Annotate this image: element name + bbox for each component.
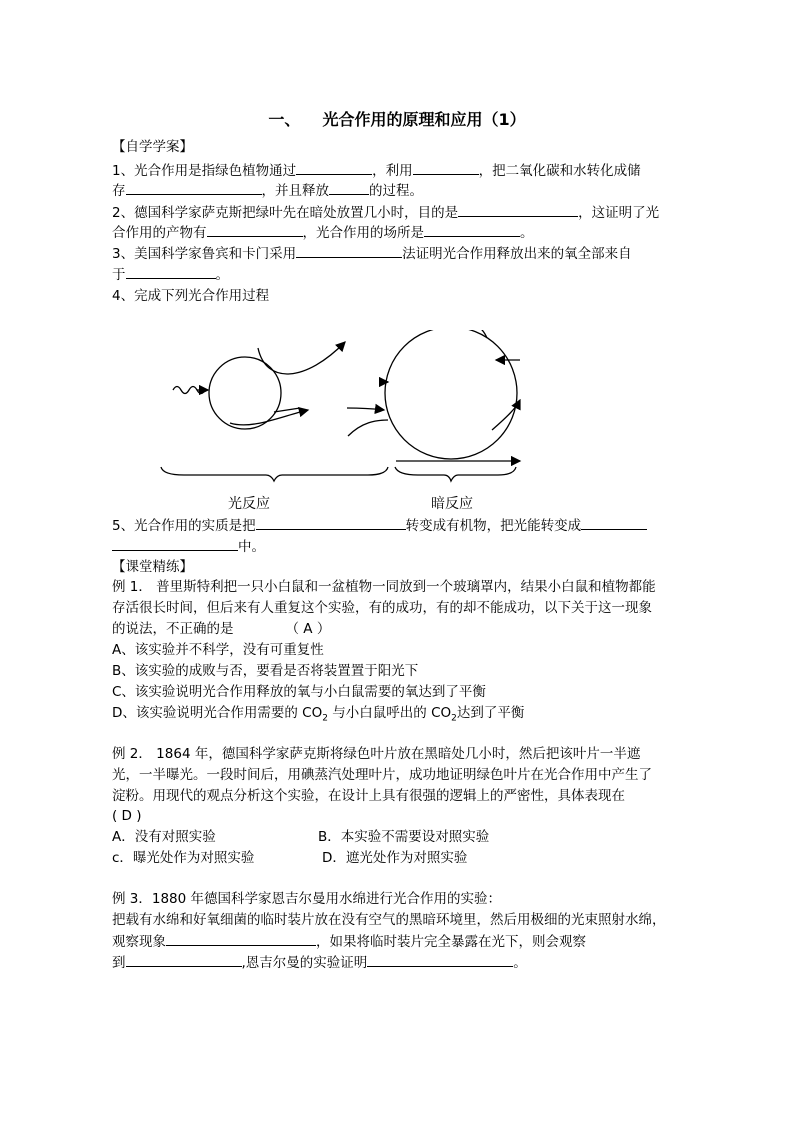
dark-reaction-brace	[395, 467, 516, 481]
photosynthesis-diagram	[140, 330, 560, 490]
blank[interactable]	[581, 515, 647, 530]
blank[interactable]	[126, 180, 262, 195]
example-2-option-d: D．遮光处作为对照实验	[322, 850, 468, 866]
light-reaction-brace	[161, 467, 388, 481]
example-1-line-2: 存活很长时间，但后来有人重复这个实验，有的成功，有的却不能成功，以下关于这一现象	[112, 600, 652, 616]
blank[interactable]	[126, 264, 216, 279]
dark-reaction-label: 暗反应	[431, 496, 473, 512]
question-1-line-1: 1、光合作用是指绿色植物通过 ，利用 ，把二氧化碳和水转化成储	[112, 160, 641, 181]
output-arrow	[230, 410, 308, 425]
blank[interactable]	[329, 180, 369, 195]
example-1-answer: （ A ）	[285, 621, 331, 637]
light-reaction-circle	[209, 357, 281, 429]
title-text: 光合作用的原理和应用（1）	[322, 110, 526, 129]
example-2-answer: ( D )	[112, 808, 142, 824]
question-1-line-2: 存 ，并且释放 的过程。	[112, 180, 423, 201]
example-2-line-1: 例 2． 1864 年，德国科学家萨克斯将绿色叶片放在黑暗处几小时，然后把该叶片一半遮	[112, 746, 641, 762]
section-heading-self-study: 【自学学案】	[112, 139, 193, 155]
blank[interactable]	[424, 222, 520, 237]
example-1-option-d: D、该实验说明光合作用需要的 $CO_2$ 与小白鼠呼出的 $CO_2$达到了平衡	[112, 705, 525, 724]
blank[interactable]	[256, 515, 406, 530]
example-3-line-2: 把载有水绵和好氧细菌的临时装片放在没有空气的黑暗环境里，然后用极细的光束照射水绵，	[112, 912, 666, 928]
blank[interactable]	[166, 931, 316, 946]
example-3-line-3: 观察现象 ，如果将临时装片完全暴露在光下，则会观察	[112, 931, 586, 952]
section-heading-practice: 【课堂精练】	[112, 559, 193, 575]
example-2-line-3: 淀粉。用现代的观点分析这个实验，在设计上具有很强的逻辑上的严密性，具体表现在	[112, 788, 625, 804]
question-3-line-2: 于 。	[112, 264, 229, 285]
example-3-line-4: 到 ,恩吉尔曼的实验证明 。	[112, 952, 527, 973]
blank[interactable]	[112, 536, 238, 551]
example-2-line-2: 光，一半曝光。一段时间后，用碘蒸汽处理叶片，成功地证明绿色叶片在光合作用中产生了	[112, 767, 652, 783]
question-2-line-1: 2、德国科学家萨克斯把绿叶先在暗处放置几小时，目的是 ，这证明了光	[112, 202, 659, 223]
example-2-option-b: B．本实验不需要设对照实验	[318, 829, 490, 845]
blank[interactable]	[367, 952, 513, 967]
example-2-option-a: A．没有对照实验	[112, 829, 216, 845]
output-arrow	[258, 342, 345, 374]
dark-reaction-circle	[385, 330, 517, 459]
question-4: 4、完成下列光合作用过程	[112, 288, 270, 304]
question-3-line-1: 3、美国科学家鲁宾和卡门采用 法证明光合作用释放出来的氧全部来自	[112, 243, 632, 264]
example-2-option-c: c．曝光处作为对照实验	[112, 850, 255, 866]
question-2-line-2: 合作用的产物有 ，光合作用的场所是 。	[112, 222, 534, 243]
blank[interactable]	[296, 243, 402, 258]
example-1-option-b: B、该实验的成败与否，要看是否将装置置于阳光下	[112, 663, 419, 679]
blank[interactable]	[296, 160, 372, 175]
blank[interactable]	[413, 160, 479, 175]
title-number: 一、	[268, 110, 301, 129]
example-1-line-3: 的说法，不正确的是 （ A ）	[112, 621, 331, 637]
example-1-line-1: 例 1． 普里斯特利把一只小白鼠和一盆植物一同放到一个玻璃罩内，结果小白鼠和植物都能	[112, 579, 656, 595]
blank[interactable]	[126, 952, 242, 967]
example-1-option-a: A、该实验并不科学，没有可重复性	[112, 642, 324, 658]
blank[interactable]	[458, 202, 578, 217]
example-1-option-c: C、该实验说明光合作用释放的氧与小白鼠需要的氧达到了平衡	[112, 684, 486, 700]
question-5-line-1: 5、光合作用的实质是把 转变成有机物，把光能转变成	[112, 515, 647, 536]
question-5-line-2: 中。	[112, 536, 265, 557]
blank[interactable]	[207, 222, 303, 237]
light-reaction-label: 光反应	[228, 496, 270, 512]
example-3-line-1: 例 3．1880 年德国科学家恩吉尔曼用水绵进行光合作用的实验：	[112, 891, 502, 907]
page-title	[0, 107, 794, 130]
